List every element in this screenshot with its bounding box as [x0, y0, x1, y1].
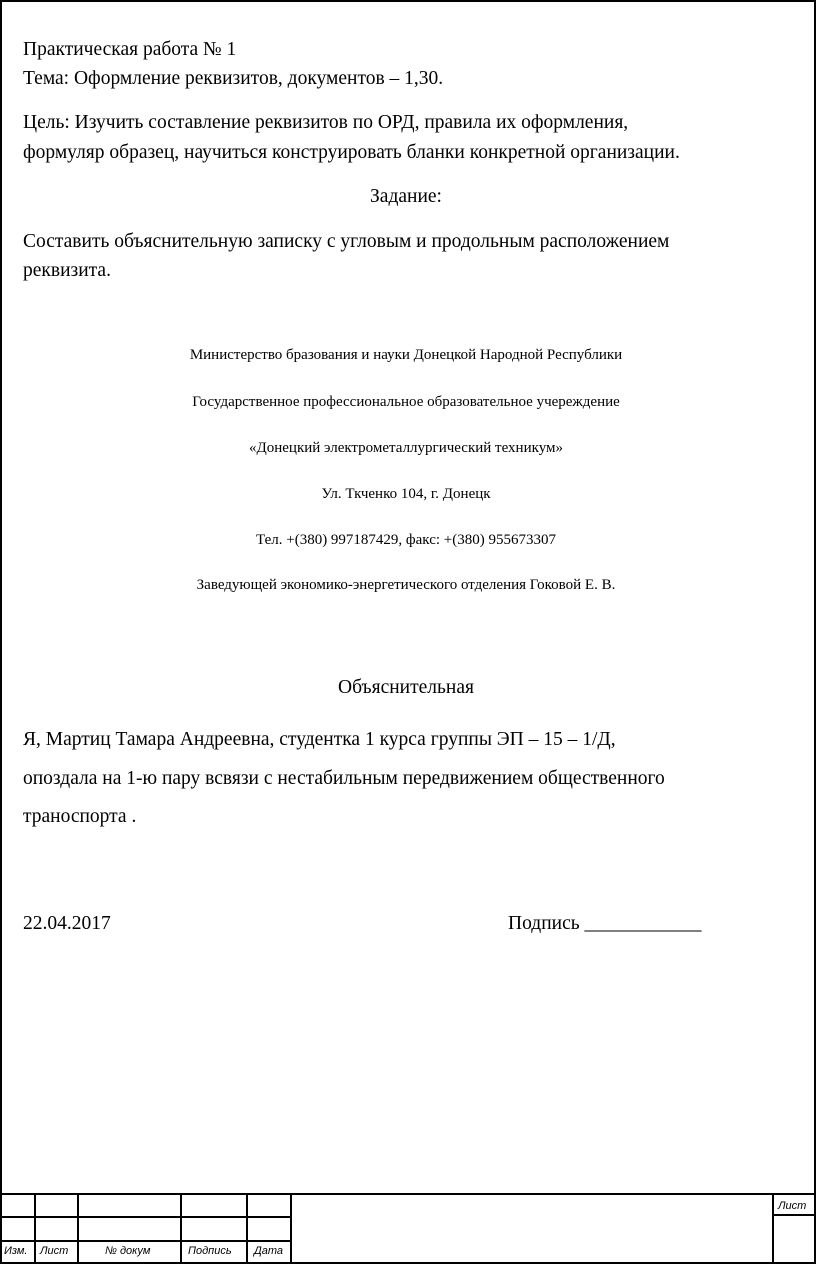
topic-line: Тема: Оформление реквизитов, документов – 1,30. [23, 68, 444, 89]
sheet-cell-line [772, 1214, 816, 1216]
task-line-2: реквизита. [23, 260, 111, 281]
stamp-label-doc-no: № докум [105, 1245, 151, 1257]
task-line-1: Составить объяснительную записку с угловым и продольным расположением [23, 231, 670, 252]
stamp-label-sheet: Лист [778, 1200, 807, 1212]
note-date: 22.04.2017 [23, 913, 111, 934]
title-block-col-1 [34, 1193, 36, 1264]
note-line-2: опоздала на 1-ю пару всвязи с нестабильным передвижением общественного [23, 768, 665, 789]
title-block-row-line-2 [0, 1240, 292, 1242]
ministry-line: Министерство бразования и науки Донецкой Народной Республики [189, 347, 623, 363]
contacts-line: Тел. +(380) 997187429, факс: +(380) 955673307 [256, 532, 556, 548]
task-heading: Задание: [370, 186, 442, 207]
title-block-col-6 [772, 1193, 774, 1264]
signature-field: Подпись ____________ [508, 913, 702, 934]
title-block-col-4 [246, 1193, 248, 1264]
note-heading: Объяснительная [338, 677, 474, 698]
addressee-line: Заведующей экономико-энергетического отделения Гоковой Е. В. [196, 577, 616, 593]
institution-line: Государственное профессиональное образовательное учереждение [192, 394, 620, 410]
title-block-col-3 [180, 1193, 182, 1264]
title-block-col-5 [290, 1193, 292, 1264]
title-block-top-line [0, 1193, 816, 1195]
stamp-label-izm: Изм. [4, 1245, 28, 1257]
address-line: Ул. Ткченко 104, г. Донецк [321, 486, 491, 502]
stamp-label-date: Дата [254, 1245, 284, 1257]
title-block-row-line-1 [0, 1216, 292, 1218]
note-line-1: Я, Мартиц Тамара Андреевна, студентка 1 курса группы ЭП – 15 – 1/Д, [23, 729, 616, 750]
title-block [0, 1193, 816, 1264]
goal-line-2: формуляр образец, научиться конструировать бланки конкретной организации. [23, 142, 680, 163]
stamp-label-signature: Подпись [188, 1245, 232, 1257]
institution-name-line: «Донецкий электрометаллургический техникум» [249, 440, 563, 456]
goal-line-1: Цель: Изучить составление реквизитов по ОРД, правила их оформления, [23, 112, 629, 133]
title-block-col-2 [77, 1193, 79, 1264]
stamp-label-list: Лист [40, 1245, 69, 1257]
work-title: Практическая работа № 1 [23, 39, 237, 60]
note-line-3: траноспорта . [23, 806, 137, 827]
